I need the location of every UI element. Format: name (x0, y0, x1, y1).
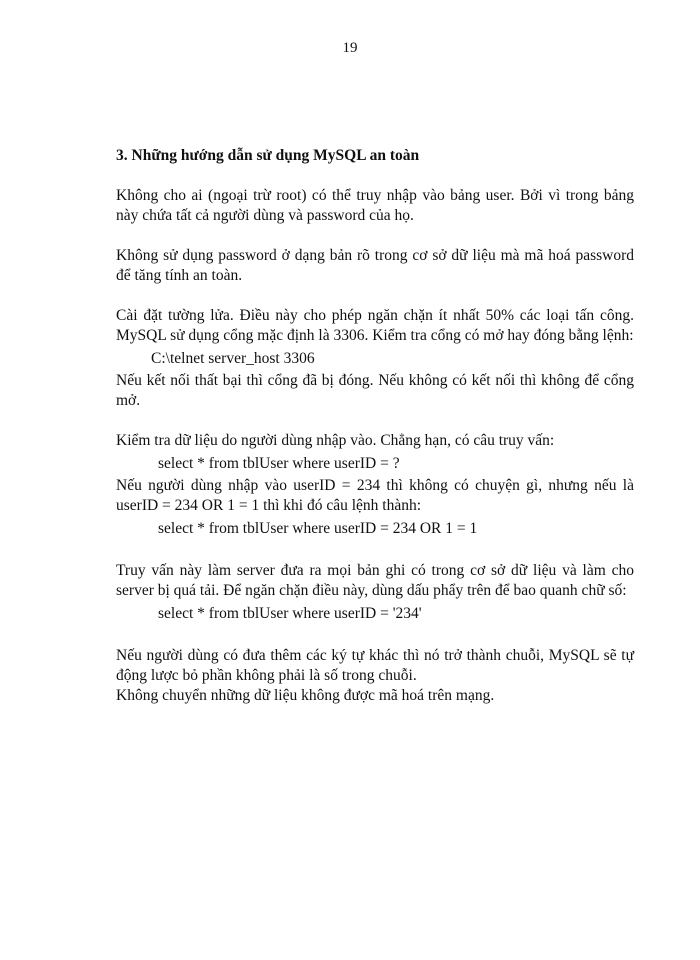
code-telnet-command: C:\telnet server_host 3306 (151, 350, 315, 367)
paragraph-userid-example: Nếu người dùng nhập vào userID = 234 thì không có chuyện gì, nhưng nếu là userID = 234 OR 1 = 1 thì khi đó câu lệnh thành: (116, 477, 634, 514)
paragraph-input-validation: Kiểm tra dữ liệu do người dùng nhập vào. Chẳng hạn, có câu truy vấn: (116, 432, 555, 449)
document-body (116, 146, 634, 706)
section-heading: 3. Những hướng dẫn sử dụng MySQL an toàn (116, 147, 420, 164)
paragraph-password-encryption: Không sử dụng password ở dạng bản rõ trong cơ sở dữ liệu mà mã hoá password để tăng tính an toàn. (116, 247, 634, 284)
code-injection-query: select * from tblUser where userID = 234 OR 1 = 1 (158, 520, 478, 537)
paragraph-no-unencrypted-transfer: Không chuyển những dữ liệu không được mã hoá trên mạng. (116, 687, 495, 704)
paragraph-server-overload: Truy vấn này làm server đưa ra mọi bản ghi có trong cơ sở dữ liệu và làm cho server bị quá tải. Để ngăn chặn điều này, dùng dấu phẩy trên để bao quanh chữ số: (116, 562, 634, 599)
paragraph-user-table-access: Không cho ai (ngoại trừ root) có thể truy nhập vào bảng user. Bởi vì trong bảng này chứa tất cả người dùng và password của họ. (116, 187, 634, 224)
code-quoted-query: select * from tblUser where userID = '234' (158, 605, 422, 622)
paragraph-string-conversion: Nếu người dùng có đưa thêm các ký tự khác thì nó trở thành chuỗi, MySQL sẽ tự động lược bỏ phần không phải là số trong chuỗi. (116, 647, 634, 684)
paragraph-firewall: Cài đặt tường lửa. Điều này cho phép ngăn chặn ít nhất 50% các loại tấn công. MySQL sử dụng cổng mặc định là 3306. Kiểm tra cổng có mở hay đóng bằng lệnh: (116, 307, 634, 344)
page-number: 19 (342, 40, 358, 56)
code-select-query: select * from tblUser where userID = ? (158, 455, 400, 472)
paragraph-port-closed: Nếu kết nối thất bại thì cổng đã bị đóng. Nếu không có kết nối thì không để cổng mở. (116, 372, 634, 409)
